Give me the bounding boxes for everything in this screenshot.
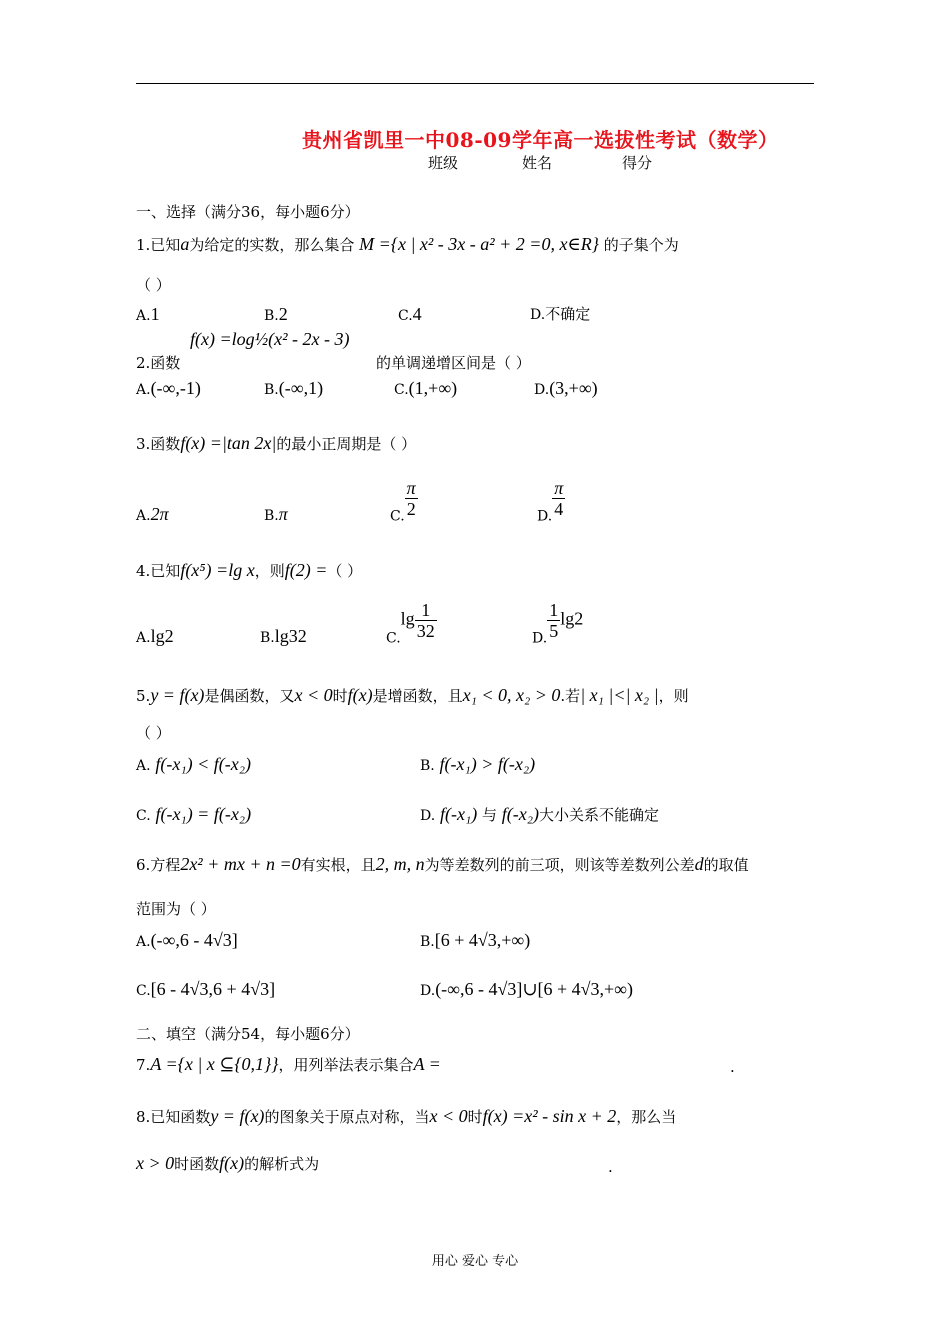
option-value: (1,+∞)	[408, 378, 458, 398]
fraction	[405, 478, 418, 519]
q1-option-a	[136, 303, 160, 327]
q1-option-c	[398, 303, 422, 327]
option-label: C.	[386, 630, 401, 647]
q6-text-b: 有实根，且	[300, 856, 376, 874]
option-label: D.	[420, 983, 436, 999]
option-value: (3,+∞)	[549, 378, 598, 398]
numerator: 1	[549, 600, 559, 620]
q6-option-d	[420, 978, 633, 1002]
question-7	[136, 1053, 441, 1076]
option-label: C.	[390, 508, 405, 525]
q5-f2: x < 0	[294, 685, 333, 705]
q1-text-a: 1.已知	[136, 236, 181, 254]
q6-text-e: 范围为（ ）	[136, 900, 216, 918]
section2-heading: 二、填空（满分54，每小题6分）	[136, 1025, 360, 1043]
q3-option-b	[264, 503, 288, 527]
option-value: 2	[278, 304, 288, 324]
q8-f3: f(x) =x² - sin x + 2	[482, 1106, 617, 1126]
q5-option-d	[420, 803, 659, 827]
option-label: B.	[420, 934, 435, 950]
option-label: C.	[136, 808, 151, 824]
question-3	[136, 432, 416, 455]
q6-f1: 2x² + mx + n =0	[180, 854, 301, 874]
numerator: 1	[415, 600, 437, 621]
q6-option-b	[420, 929, 530, 953]
option-value: [6 + 4√3,+∞)	[434, 930, 531, 950]
q4-formula2: f(2) =	[284, 560, 328, 580]
option-label: D.	[537, 508, 553, 525]
q2-formula-text: f(x) =log½(x² - 2x - 3)	[190, 329, 350, 349]
option-label: B.	[260, 630, 275, 646]
option-value: 2π	[150, 504, 169, 524]
q7-f2: A =	[413, 1054, 441, 1074]
q8-text-f: 的解析式为	[244, 1155, 320, 1173]
option-value: lg2	[150, 626, 174, 646]
option-value: 不确定	[545, 305, 591, 323]
score-label: 得分	[622, 154, 653, 172]
q2-formula	[190, 328, 349, 351]
q1-var: a	[180, 234, 190, 254]
numerator: π	[554, 478, 564, 498]
q5-text-e: .若	[560, 687, 581, 705]
option-label: B.	[264, 308, 279, 324]
q4-formula1: f(x⁵) =lg x	[180, 560, 255, 580]
q3-option-c	[390, 478, 418, 528]
q6-f3: d	[694, 854, 704, 874]
option-value: f(-x₁) = f(-x₂)	[155, 804, 252, 824]
q1-option-b	[264, 303, 288, 327]
option-label: A.	[136, 308, 151, 324]
q3-formula: f(x) =|tan 2x|	[180, 433, 277, 453]
q7-end: .	[730, 1058, 735, 1076]
q8-text-d: ，那么当	[616, 1108, 677, 1126]
q8-f1: y = f(x)	[210, 1106, 265, 1126]
q6-text-c: 为等差数列的前三项，则该等差数列公差	[424, 856, 695, 874]
fraction	[552, 478, 565, 519]
question-5	[136, 684, 689, 707]
option-label: A.	[136, 508, 151, 524]
q8-text-b: 的图象关于原点对称，当	[264, 1108, 430, 1126]
denominator: 4	[554, 499, 564, 519]
q4-option-c	[386, 600, 437, 650]
fraction	[547, 600, 560, 641]
option-prefix: lg	[400, 608, 415, 629]
option-label: C.	[394, 382, 409, 398]
option-value: 1	[150, 304, 160, 324]
q6-text-a: 6.方程	[136, 856, 181, 874]
q5-f3: f(x)	[347, 685, 373, 705]
option-value: (-∞,1)	[278, 378, 324, 398]
option-value: 4	[412, 304, 422, 324]
q2-option-b	[264, 377, 323, 401]
q7-f1: A ={x | x ⊆{0,1}}	[150, 1054, 279, 1074]
name-label: 姓名	[522, 154, 553, 172]
q5-f5: | x₁ |<| x₂ |	[580, 685, 659, 705]
option-value-a: f(-x₁)	[439, 804, 478, 824]
q5-text-d: 是增函数，且	[372, 687, 463, 705]
q6-f2: 2, m, n	[375, 854, 425, 874]
option-label: B.	[264, 382, 279, 398]
q1-bracket: （ ）	[136, 276, 171, 294]
option-label: C.	[398, 308, 413, 324]
option-value-b: f(-x₂)	[501, 804, 540, 824]
q5-text-f: ，则	[658, 687, 689, 705]
option-value: f(-x₁) > f(-x₂)	[439, 754, 536, 774]
q4-option-a	[136, 625, 174, 649]
q5-option-b	[420, 753, 535, 777]
denominator: 32	[416, 621, 435, 641]
section1-heading: 一、选择（满分36，每小题6分）	[136, 203, 360, 221]
fraction	[415, 600, 437, 641]
option-label: A.	[136, 630, 151, 646]
exam-title: 贵州省凯里一中08-09学年高一选拔性考试（数学）	[302, 128, 779, 152]
q3-option-a	[136, 503, 169, 527]
q4-text-a: 4.已知	[136, 562, 181, 580]
q4-text-b: ，则	[254, 562, 285, 580]
q6-text-d: 的取值	[703, 856, 749, 874]
option-label: C.	[136, 983, 151, 999]
q1-formula: M ={x | x² - 3x - a² + 2 =0, x∈R}	[359, 234, 599, 254]
option-tail: 大小关系不能确定	[539, 806, 660, 824]
option-value: (-∞,6 - 4√3]	[150, 930, 238, 950]
q8-text-c: 时	[467, 1108, 483, 1126]
q3-option-d	[537, 478, 565, 528]
option-label: D.	[532, 630, 548, 647]
option-label: B.	[264, 508, 279, 524]
question-8	[136, 1105, 676, 1128]
class-label: 班级	[428, 154, 459, 172]
question-4	[136, 559, 362, 582]
q8-f2: x < 0	[429, 1106, 468, 1126]
option-value: (-∞,6 - 4√3]∪[6 + 4√3,+∞)	[435, 979, 633, 999]
q1-text-c: 的子集个为	[603, 236, 679, 254]
q6-option-a	[136, 929, 238, 953]
q8-text-a: 8.已知函数	[136, 1108, 211, 1126]
option-value: lg32	[274, 626, 307, 646]
question-1	[136, 233, 679, 256]
q3-text-a: 3.函数	[136, 435, 181, 453]
q5-text-c: 时	[332, 687, 348, 705]
option-suffix: lg2	[560, 608, 584, 629]
q5-f1: y = f(x)	[150, 685, 205, 705]
option-label: A.	[136, 934, 151, 950]
q5-f4: x₁ < 0, x₂ > 0	[462, 685, 561, 705]
q5-option-c	[136, 803, 251, 827]
q1-text-b: 为给定的实数，那么集合	[189, 236, 355, 254]
option-value: π	[278, 504, 288, 524]
q8-f5: f(x)	[219, 1153, 245, 1173]
q1-option-d	[530, 303, 590, 326]
option-mid: 与	[481, 806, 497, 824]
option-label: D.	[530, 307, 546, 323]
page-footer: 用心 爱心 专心	[431, 1254, 519, 1269]
q4-option-d	[532, 600, 583, 650]
question-8-cont	[136, 1152, 319, 1175]
option-value: (-∞,-1)	[150, 378, 201, 398]
denominator: 5	[549, 621, 559, 641]
option-label: A.	[136, 758, 151, 774]
option-value: f(-x₁) < f(-x₂)	[155, 754, 251, 774]
denominator: 2	[406, 499, 416, 519]
option-label: D.	[534, 382, 550, 398]
q4-option-b	[260, 625, 307, 649]
q2-text-a: 2.函数	[136, 354, 181, 372]
q4-text-c: （ ）	[327, 562, 363, 580]
q2-option-d	[534, 377, 598, 401]
numerator: π	[406, 478, 416, 498]
q6-option-c	[136, 978, 275, 1002]
q2-option-a	[136, 377, 201, 401]
option-label: D.	[420, 808, 436, 824]
q8-f4: x > 0	[136, 1153, 175, 1173]
q5-option-a	[136, 753, 251, 777]
q3-text-b: 的最小正周期是（ ）	[276, 435, 417, 453]
q7-text-a: 7.	[136, 1056, 151, 1074]
q8-end: .	[608, 1158, 613, 1176]
header-rule	[136, 83, 814, 84]
q2-option-c	[394, 377, 457, 401]
q2-text-b: 的单调递增区间是（ ）	[376, 354, 531, 372]
q7-text-b: ，用列举法表示集合	[278, 1056, 414, 1074]
q5-bracket: （ ）	[136, 724, 171, 742]
option-value: [6 - 4√3,6 + 4√3]	[150, 979, 276, 999]
option-label: B.	[420, 758, 435, 774]
q5-text-a: 5.	[136, 687, 151, 705]
q5-text-b: 是偶函数，又	[204, 687, 295, 705]
q8-text-e: 时函数	[174, 1155, 220, 1173]
option-label: A.	[136, 382, 151, 398]
question-6	[136, 853, 749, 876]
